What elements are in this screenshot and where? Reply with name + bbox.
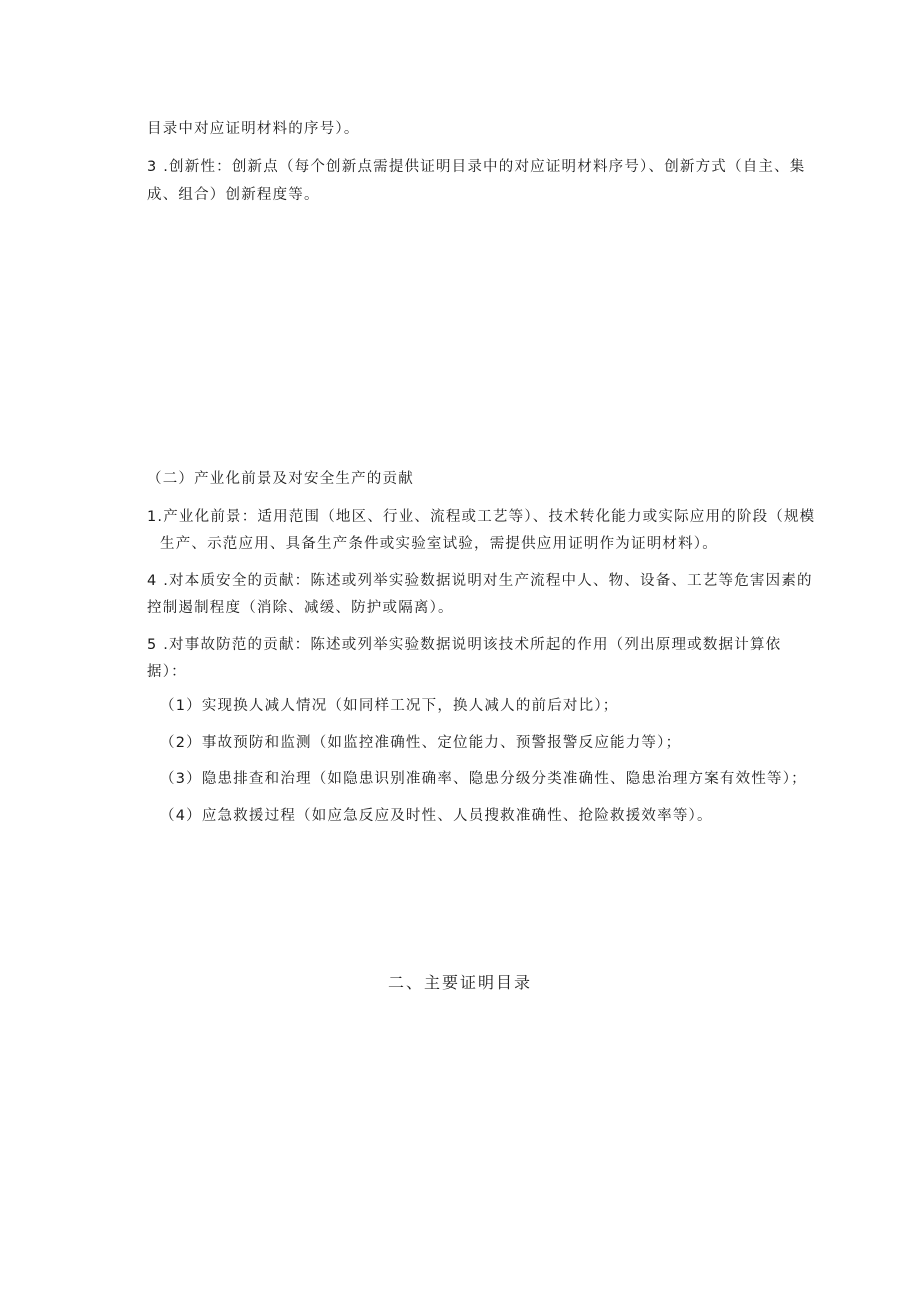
text-line-5: 1.产业化前景：适用范围（地区、行业、流程或工艺等）、技术转化能力或实际应用的阶段（规模 (147, 509, 816, 525)
list-item-3: （3）隐患排查和治理（如隐患识别准确率、隐患分级分类准确性、隐患治理方案有效性等）； (160, 771, 807, 787)
list-item-2: （2）事故预防和监测（如监控准确性、定位能力、预警报警反应能力等）； (160, 735, 682, 751)
section-title: 二、主要证明目录 (387, 973, 532, 992)
text-line-9: 5 .对事故防范的贡献：陈述或列举实验数据说明该技术所起的作用（列出原理或数据计算依 (147, 637, 782, 653)
list-item-4: （4）应急救援过程（如应急反应及时性、人员搜救准确性、抢险救援效率等）。 (160, 808, 713, 824)
list-item-1: （1）实现换人减人情况（如同样工况下，换人减人的前后对比）； (160, 698, 619, 714)
text-line-2: 3 .创新性：创新点（每个创新点需提供证明目录中的对应证明材料序号）、创新方式（自主、集 (147, 159, 806, 175)
text-line-8: 控制遏制程度（消除、减缓、防护或隔离）。 (147, 600, 454, 616)
text-line-3: 成、组合）创新程度等。 (147, 187, 320, 203)
text-line-6: 生产、示范应用、具备生产条件或实验室试验，需提供应用证明作为证明材料）。 (160, 536, 718, 552)
text-line-10: 据）： (147, 664, 187, 680)
section-heading: （二）产业化前景及对安全生产的贡献 (147, 471, 414, 487)
text-line-1: 目录中对应证明材料的序号）。 (147, 121, 360, 137)
text-line-7: 4 .对本质安全的贡献：陈述或列举实验数据说明对生产流程中人、物、设备、工艺等危害因素的 (147, 573, 813, 589)
